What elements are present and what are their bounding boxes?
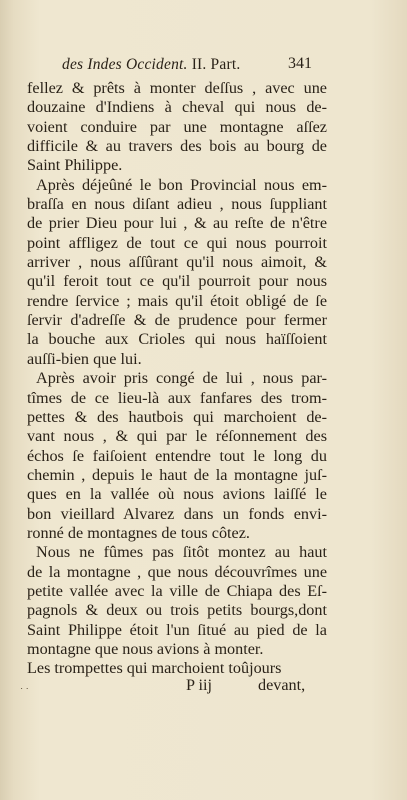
text-line: pagnols & deux ou trois petits bourgs,dont (27, 601, 327, 620)
text-line: la bouche aux Crioles qui nous haïſſoient (27, 330, 327, 349)
text-line: échos ſe faiſoient entendre tout le long du (27, 446, 327, 465)
text-line: bon vieillard Alvarez dans un fonds envi- (27, 504, 327, 523)
paragraph (27, 79, 327, 176)
text-line: arriver , nous aſſûrant qu'il nous aimoit, & (27, 253, 327, 272)
text-line: pettes & des hautbois qui marchoient de- (27, 407, 327, 426)
running-title: des Indes Occident. (62, 56, 188, 73)
text-line: Les trompettes qui marchoient toûjours (27, 659, 282, 678)
text-line: ſervir d'adreſſe & de prudence pour fermer (27, 311, 327, 330)
text-line: de prier Dieu pour lui , & au reſte de n'être (27, 214, 327, 233)
body-text (27, 79, 327, 679)
page-number: 341 (288, 55, 312, 72)
signature-mark: P iij (186, 676, 212, 694)
paragraph (27, 543, 327, 678)
running-header (62, 56, 322, 76)
part-label: II. Part. (191, 56, 241, 73)
text-line: ques en la vallée où nous avions laiſſé le (27, 485, 327, 504)
text-line: voient conduire par une montagne aſſez (27, 117, 327, 136)
text-line: ronné de montagnes de tous côtez. (27, 523, 250, 542)
text-line: Après avoir pris congé de lui , nous par- (36, 369, 327, 388)
text-line: qu'il feroit tout ce qu'il pourroit pour nous (27, 272, 327, 291)
text-line: Nous ne fûmes pas ſitôt montez au haut (36, 543, 327, 562)
printer-mark-icon: ⋅ ⋅ (20, 684, 29, 695)
text-line: Saint Philippe étoit l'un ſitué au pied de la (27, 620, 327, 639)
text-line: Après déjeûné le bon Provincial nous em- (36, 175, 327, 194)
catchword: devant, (258, 676, 306, 694)
text-line: montagne que nous avions à monter. (27, 639, 264, 658)
text-line: point affligez de tout ce qui nous pourroit (27, 233, 327, 252)
text-line: difficile & au travers des bois au bourg de (27, 137, 327, 156)
page-footer (0, 676, 407, 698)
paragraph (27, 176, 327, 369)
text-line: auſſi-bien que lui. (27, 349, 142, 368)
text-line: vant nous , & qui par le réſonnement des (27, 427, 327, 446)
text-line: Saint Philippe. (27, 156, 123, 175)
text-line: rendre ſervice ; mais qu'il étoit obligé de ſe (27, 291, 327, 310)
text-line: douzaine d'Indiens à cheval qui nous de- (27, 98, 327, 117)
text-line: de la montagne , que nous découvrîmes une (27, 562, 327, 581)
text-line: fellez & prêts à monter deſſus , avec une (27, 79, 327, 97)
text-line: tîmes de ce lieu-là aux fanfares des trom- (27, 388, 327, 407)
text-line: petite vallée avec la ville de Chiapa des Eſ- (27, 581, 327, 600)
paragraph (27, 369, 327, 543)
text-line: braſſa en nous diſant adieu , nous ſuppliant (27, 195, 327, 214)
text-line: chemin , depuis le haut de la montagne juſ- (27, 465, 327, 484)
